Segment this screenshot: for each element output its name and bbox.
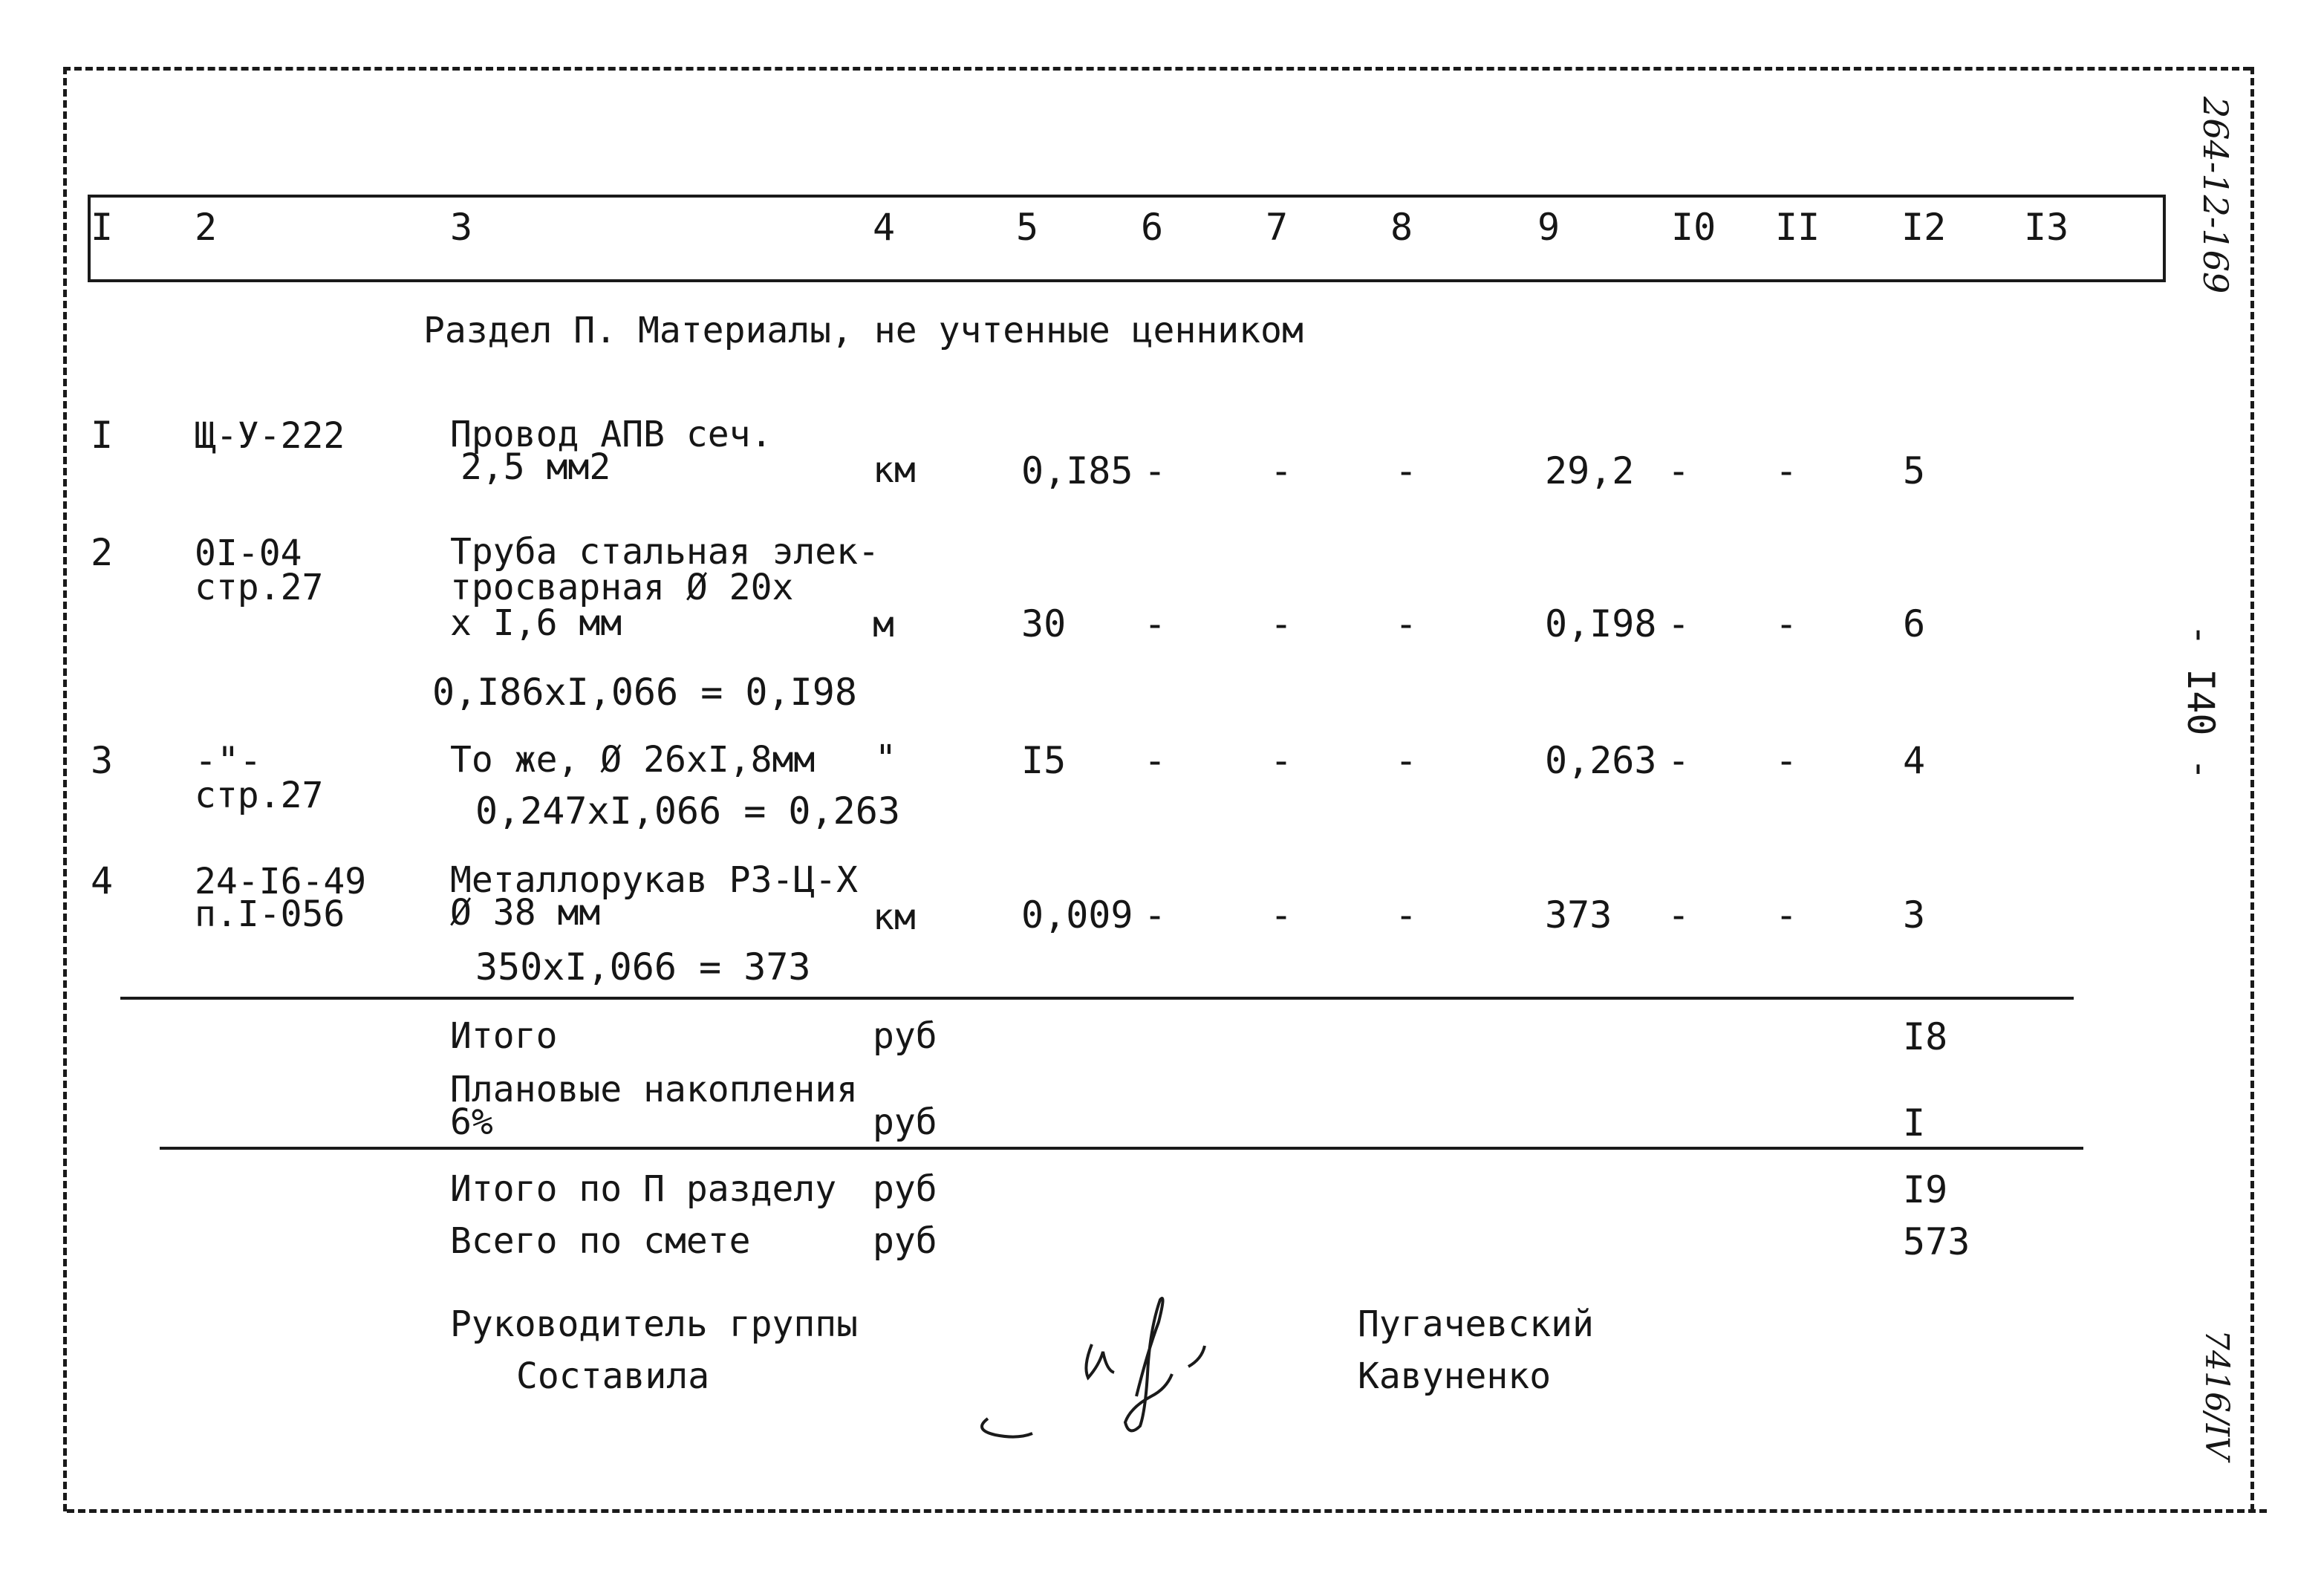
row-code-ref: стр.27 xyxy=(195,775,324,816)
row-name-line1: Труба стальная элек- xyxy=(450,531,879,573)
inventory-number: 7416/IV xyxy=(2198,1329,2236,1460)
row-price: 0,263 xyxy=(1545,739,1657,782)
row-col8: - xyxy=(1395,449,1418,492)
row-unit: м xyxy=(873,604,894,645)
row-qty: I5 xyxy=(1021,739,1067,782)
row-total: 6 xyxy=(1903,602,1926,645)
row-price: 0,I98 xyxy=(1545,602,1657,645)
row-col11: - xyxy=(1775,449,1798,492)
row-col10: - xyxy=(1667,449,1690,492)
col-header: 5 xyxy=(1016,206,1039,249)
row-col7: - xyxy=(1270,449,1293,492)
col-header: 7 xyxy=(1266,206,1289,249)
row-col7: - xyxy=(1270,893,1293,937)
col-header: II xyxy=(1775,206,1820,249)
row-col10: - xyxy=(1667,739,1690,782)
col-header: I xyxy=(91,206,114,249)
itogo-section-value: I9 xyxy=(1903,1168,1948,1211)
col-header: I2 xyxy=(1901,206,1947,249)
vsego-unit: руб xyxy=(873,1220,937,1262)
col-header: 6 xyxy=(1141,206,1164,249)
itogo-value: I8 xyxy=(1903,1015,1948,1058)
row-col11: - xyxy=(1775,739,1798,782)
row-code-ref: стр.27 xyxy=(195,567,324,608)
row-name-line1: Провод АПВ сеч. xyxy=(450,414,772,455)
separator-line xyxy=(160,1147,2083,1150)
row-col7: - xyxy=(1270,739,1293,782)
plan-value: I xyxy=(1903,1101,1926,1145)
row-number: 4 xyxy=(91,859,114,902)
row-col6: - xyxy=(1144,893,1167,937)
role-compiled-by: Составила xyxy=(516,1355,710,1397)
row-qty: 0,009 xyxy=(1021,893,1133,937)
row-price: 29,2 xyxy=(1545,449,1635,492)
row-price: 373 xyxy=(1545,893,1612,937)
row-code: 24-I6-49 xyxy=(195,861,367,902)
row-col8: - xyxy=(1395,739,1418,782)
role-group-leader: Руководитель группы xyxy=(450,1303,859,1345)
row-col6: - xyxy=(1144,602,1167,645)
plan-label-line2: 6% xyxy=(450,1101,493,1143)
handwritten-signature xyxy=(966,1277,1277,1456)
page-number: - I40 - xyxy=(2179,624,2222,781)
name-group-leader: Пугачевский xyxy=(1358,1303,1594,1345)
row-total: 3 xyxy=(1903,893,1926,937)
row-code: -"- xyxy=(195,739,262,782)
itogo-section-label: Итого по П разделу xyxy=(450,1168,837,1210)
row-name-line2: Ø 38 мм xyxy=(450,892,601,934)
row-code-ref: п.I-056 xyxy=(195,893,345,935)
row-col11: - xyxy=(1775,893,1798,937)
frame-bottom xyxy=(67,1509,2267,1513)
col-header: 3 xyxy=(450,206,473,249)
row-code: Щ-У-222 xyxy=(195,415,345,457)
row-total: 4 xyxy=(1903,739,1926,782)
row-col7: - xyxy=(1270,602,1293,645)
row-col6: - xyxy=(1144,449,1167,492)
plan-label-line1: Плановые накопления xyxy=(450,1069,859,1110)
row-name-line2: 2,5 мм2 xyxy=(460,446,611,488)
header-row xyxy=(88,195,2166,282)
row-unit: " xyxy=(875,738,896,779)
col-header: 2 xyxy=(195,206,218,249)
itogo-label: Итого xyxy=(450,1015,558,1057)
row-unit: км xyxy=(873,896,916,938)
name-compiled-by: Кавуненко xyxy=(1358,1355,1552,1397)
row-col10: - xyxy=(1667,893,1690,937)
row-col8: - xyxy=(1395,602,1418,645)
row-number: I xyxy=(91,414,114,457)
frame-right xyxy=(2250,67,2254,1511)
col-header: I3 xyxy=(2024,206,2069,249)
col-header: 8 xyxy=(1390,206,1413,249)
separator-line xyxy=(120,997,2074,1000)
itogo-section-unit: руб xyxy=(873,1168,937,1210)
section-title: Раздел П. Материалы, не учтенные ценником xyxy=(423,310,1303,351)
col-header: 4 xyxy=(873,206,896,249)
row-total: 5 xyxy=(1903,449,1926,492)
row-name-line1: То же, Ø 26хI,8мм xyxy=(450,739,816,781)
row-col6: - xyxy=(1144,739,1167,782)
row-name-line3: х I,6 мм xyxy=(450,602,622,644)
row-number: 2 xyxy=(91,531,114,574)
row-name-line1: Металлорукав РЗ-Ц-Х xyxy=(450,859,859,901)
row-code: 0I-04 xyxy=(195,533,302,574)
row-calc: 0,I86хI,066 = 0,I98 xyxy=(432,671,857,714)
frame-left xyxy=(63,67,67,1511)
row-calc: 0,247хI,066 = 0,263 xyxy=(475,790,900,833)
vsego-label: Всего по смете xyxy=(450,1220,751,1262)
row-col11: - xyxy=(1775,602,1798,645)
frame-top xyxy=(63,67,2250,71)
vsego-value: 573 xyxy=(1903,1220,1970,1263)
row-col10: - xyxy=(1667,602,1690,645)
itogo-unit: руб xyxy=(873,1015,937,1057)
row-unit: км xyxy=(873,449,916,491)
doc-code: 264-12-169 xyxy=(2196,97,2236,294)
col-header: 9 xyxy=(1537,206,1560,249)
row-col8: - xyxy=(1395,893,1418,937)
row-qty: 0,I85 xyxy=(1021,449,1133,492)
row-name-line2: тросварная Ø 20х xyxy=(450,567,794,608)
col-header: I0 xyxy=(1671,206,1716,249)
row-number: 3 xyxy=(91,739,114,782)
plan-unit: руб xyxy=(873,1101,937,1143)
row-qty: 30 xyxy=(1021,602,1067,645)
row-calc: 350хI,066 = 373 xyxy=(475,945,811,989)
